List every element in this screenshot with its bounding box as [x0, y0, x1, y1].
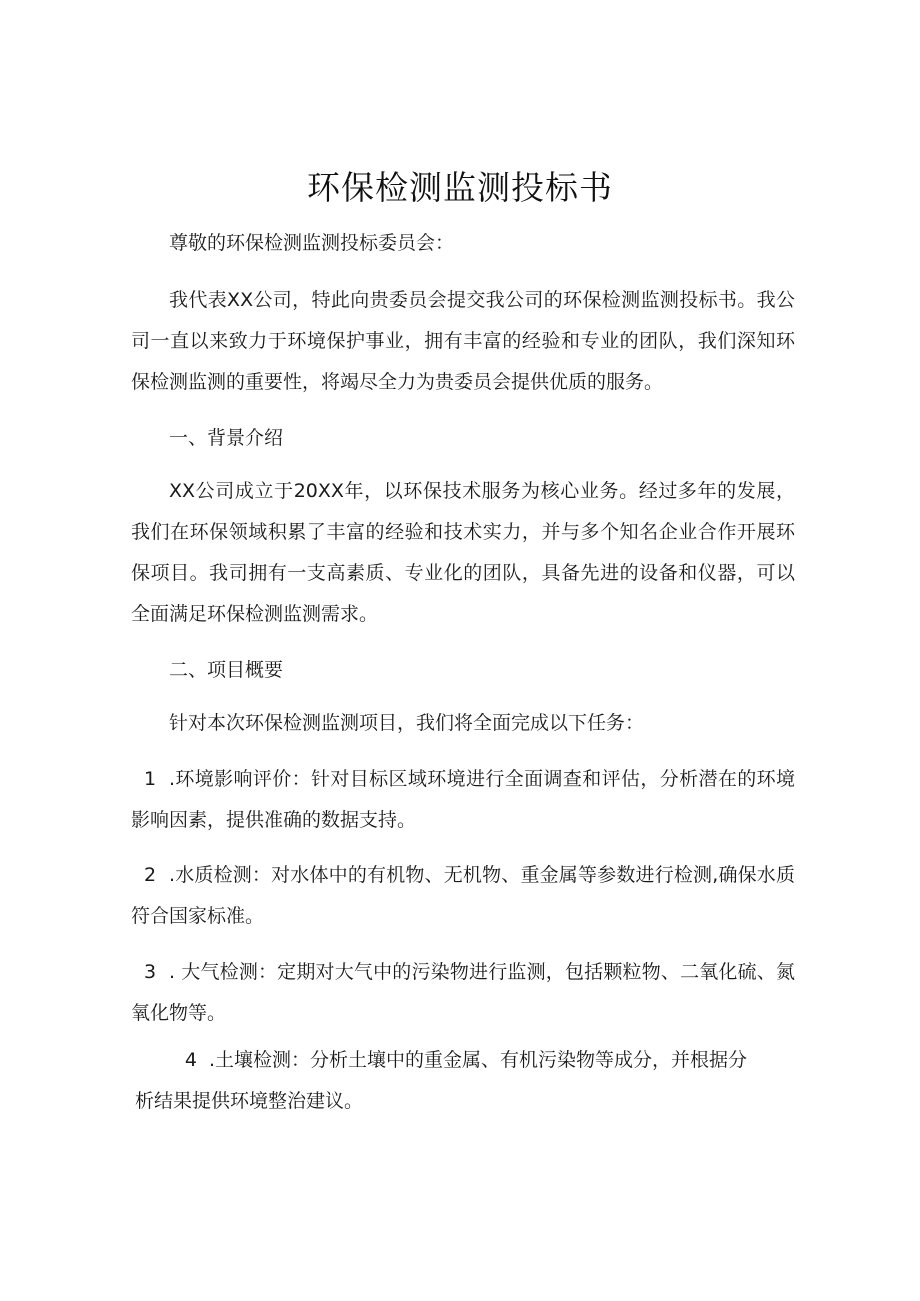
task-number: 4	[184, 1049, 197, 1071]
task-item-1	[131, 759, 795, 841]
task-text: . 大气检测：定期对大气中的污染物进行监测，包括颗粒物、二氧化硫、氮氧化物等。	[131, 961, 795, 1024]
intro-paragraph: 我代表XX公司，特此向贵委员会提交我公司的环保检测监测投标书。我公司一直以来致力于环境保护事业，拥有丰富的经验和专业的团队，我们深知环保检测监测的重要性，将竭尽全力为贵委员会提供优质的服务。	[131, 289, 795, 393]
section-heading-overview: 二、项目概要	[169, 659, 284, 681]
task-number: 1	[143, 768, 157, 790]
greeting-paragraph: 尊敬的环保检测监测投标委员会：	[169, 232, 455, 254]
task-item-3	[131, 952, 795, 1034]
document-title: 环保检测监测投标书	[307, 168, 613, 207]
section-heading-background: 一、背景介绍	[169, 427, 284, 449]
background-paragraph: XX公司成立于20XX年，以环保技术服务为核心业务。经过多年的发展，我们在环保领域积累了丰富的经验和技术实力，并与多个知名企业合作开展环保项目。我司拥有一支高素质、专业化的团队，具备先进的设备和仪器，可以全面满足环保检测监测需求。	[131, 480, 795, 625]
task-number: 2	[143, 864, 157, 886]
task-item-4	[131, 1040, 795, 1122]
task-item-2	[131, 855, 795, 937]
task-text: .水质检测：对水体中的有机物、无机物、重金属等参数进行检测,确保水质符合国家标准。	[131, 864, 795, 927]
task-text-continued: 析结果提供环境整治建议。	[135, 1090, 364, 1112]
task-number: 3	[143, 961, 157, 983]
task-text: .土壤检测：分析土壤中的重金属、有机污染物等成分，并根据分	[209, 1049, 748, 1071]
task-text: .环境影响评价：针对目标区域环境进行全面调查和评估，分析潜在的环境影响因素，提供准确的数据支持。	[131, 768, 795, 831]
tasks-intro-paragraph: 针对本次环保检测监测项目，我们将全面完成以下任务：	[169, 712, 645, 734]
